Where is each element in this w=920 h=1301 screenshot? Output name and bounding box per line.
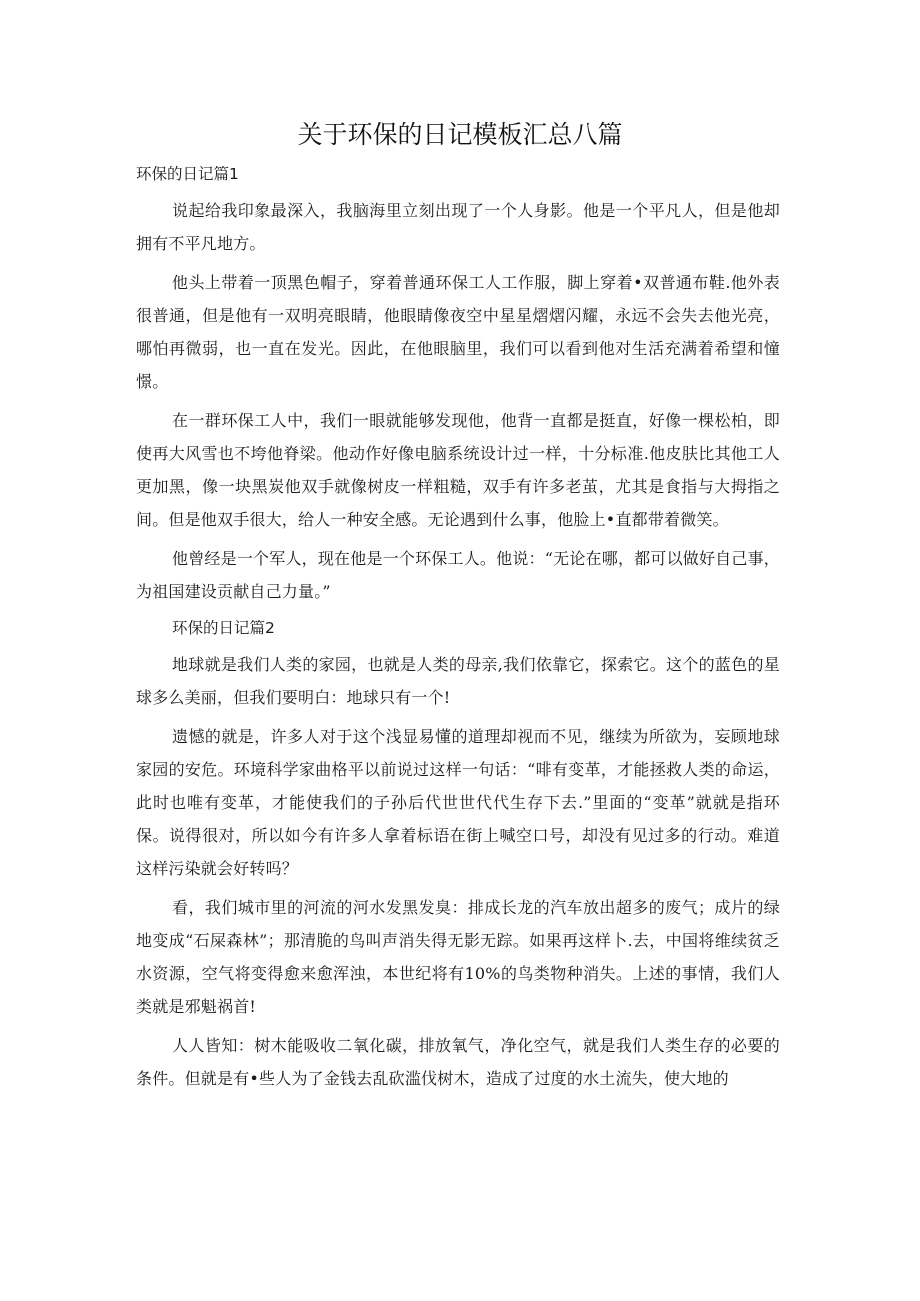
paragraph: 看，我们城市里的河流的河水发黑发臭：排成长龙的汽车放出超多的废气；成片的绿地变成“石屎森林”；那清脆的鸟叫声消失得无影无踪。如果再这样卜.去，中国将维续贫乏水资源，空气将变得愈来愈浑浊，本世纪将有10%的鸟类物种消失。上述的事情，我们人类就是邪魁祸首! [136,898,780,1016]
paragraph: 遗憾的就是，许多人对于这个浅显易懂的道理却视而不见，继续为所欲为，妄顾地球家园的安危。环境科学家曲格平以前说过这样一句话：“啡有变革，才能拯救人类的命运，此时也唯有变革，才能使我们的子孙后代世世代代生存下去.”里面的“变革”就就是指环保。说得很对，所以如今有许多人拿着标语在街上喊空口号，却没有见过多的行动。难道这样污染就会好转吗？ [136,727,780,878]
paragraph: 他头上带着一顶黑色帽子，穿着普通环保工人工作服，脚上穿着•双普通布鞋.他外表很普通，但是他有一双明亮眼睛，他眼睛像夜空中星星熠熠闪耀，永远不会失去他光亮，哪怕再微弱，也一直在发光。因此，在他眼脑里，我们可以看到他对生活充满着希望和憧憬。 [136,273,780,391]
document-title: 关于环保的日记模板汇总八篇 [297,120,623,149]
paragraph: 他曾经是一个军人，现在他是一个环保工人。他说：“无论在哪，都可以做好自己事，为祖国建设贡献自己力量。” [136,549,780,601]
section-heading-1: 环保的日记篇1 [136,165,239,183]
paragraph: 说起给我印象最深入，我脑海里立刻出现了一个人身影。他是一个平凡人，但是他却拥有不平凡地方。 [136,201,780,253]
document-body [136,160,780,1101]
paragraph: 人人皆知：树木能吸收二氧化碳，排放氧气，净化空气，就是我们人类生存的必要的条件。但就是有•些人为了金钱去乱砍滥伐树木，造成了过度的水土流失，使大地的 [136,1036,780,1088]
paragraph: 在一群环保工人中，我们一眼就能够发现他，他背一直都是挺直，好像一棵松柏，即使再大风雪也不垮他脊梁。他动作好像电脑系统设计过一样，十分标准.他皮肤比其他工人更加黑，像一块黑炭他双手就像树皮一样粗糙，双手有许多老茧，尤其是食指与大拇指之间。但是他双手很大，给人一种安全感。无论遇到什么事，他脸上•直都带着微笑。 [136,411,780,529]
section-heading-2: 环保的日记篇2 [172,619,275,637]
paragraph: 地球就是我们人类的家园，也就是人类的母亲,我们依靠它，探索它。这个的蓝色的星球多么美丽，但我们要明白：地球只有一个! [136,655,780,707]
